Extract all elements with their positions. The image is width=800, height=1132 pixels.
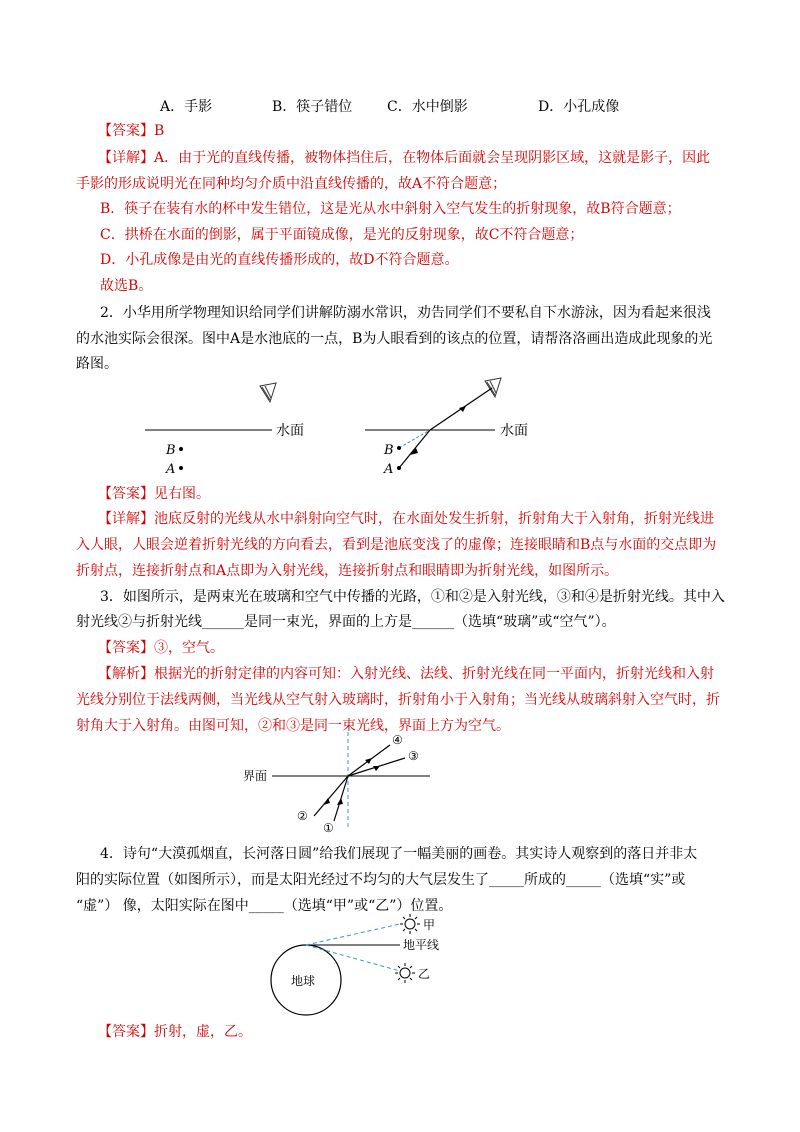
q1-detail-line: B．筷子在装有水的杯中发生错位，这是光从水中斜射入空气发生的折射现象，故B符合题意；	[100, 201, 681, 217]
point-b	[397, 446, 401, 450]
point-b-label: B	[166, 443, 176, 458]
q3-text-line: 3．如图所示，是两束光在玻璃和空气中传播的光路，①和②是入射光线，③和④是折射光线。其中入	[100, 589, 725, 605]
q1-detail-line: 【详解】A．由于光的直线传播，被物体挡住后，在物体后面就会呈现阴影区域，这就是影子，因此	[98, 150, 711, 166]
q1-detail-line: 故选B。	[100, 278, 153, 294]
eye-icon	[260, 383, 276, 402]
ray-3-label: ③	[408, 749, 419, 763]
sun-b-label: 乙	[418, 967, 431, 981]
q1-detail-line: 手影的形成说明光在同种均匀介质中沿直线传播的，故A不符合题意；	[76, 176, 507, 192]
q3-text-line: 射光线②与折射光线______是同一束光，界面的上方是______（选填“玻璃”或“空气”）。	[76, 614, 616, 630]
q3-answer: 【答案】③，空气。	[98, 640, 224, 656]
ray-4-label: ④	[392, 733, 403, 747]
sun-icon	[400, 914, 420, 934]
ray-2-label: ②	[297, 809, 308, 823]
water-label: 水面	[500, 423, 528, 439]
q2-detail-line: 入人眼，人眼会逆着折射光线的方向看去，看到是池底变浅了的虚像；连接眼睛和B点与水面的交点即为	[76, 537, 717, 553]
q3-figure	[0, 728, 800, 835]
ray-2	[314, 776, 348, 816]
q2-answer: 【答案】见右图。	[98, 486, 210, 502]
point-a-label: A	[384, 462, 394, 477]
q2-detail-line: 折射点，连接折射点和A点即为入射光线，连接折射点和眼睛即为折射光线，如图所示。	[76, 563, 619, 579]
q2-left-diagram	[145, 383, 304, 477]
q2-text-line: 2．小华用所学物理知识给同学们讲解防溺水常识，劝告同学们不要私自下水游泳，因为看起来很浅	[100, 305, 711, 321]
sun-icon	[395, 963, 415, 983]
option-d: D．小孔成像	[538, 99, 620, 115]
q1-answer: 【答案】B	[98, 123, 165, 139]
earth-label: 地球	[291, 974, 316, 988]
q2-detail-line: 【详解】池底反射的光线从水中斜射向空气时，在水面处发生折射，折射角大于入射角，折射光线进	[98, 511, 714, 527]
q4-text-line: 4．诗句“大漠孤烟直，长河落日圆”给我们展现了一幅美丽的画卷。其实诗人观察到的落日并非太	[100, 846, 698, 862]
horizon-label: 地平线	[403, 938, 440, 952]
incident-ray	[399, 430, 430, 468]
option-a: A．手影	[160, 99, 213, 115]
q3-detail-line: 光线分别位于法线两侧，当光线从空气射入玻璃时，折射角小于入射角；当光线从玻璃斜射入空气时，折	[76, 692, 720, 708]
point-b-label: B	[384, 443, 394, 458]
q2-text-line: 路图。	[76, 356, 118, 372]
apparent-ray	[306, 924, 400, 945]
interface-label: 界面	[243, 769, 268, 783]
option-b: B．筷子错位	[272, 99, 353, 115]
virtual-ray	[399, 430, 430, 448]
point-a-label: A	[166, 462, 176, 477]
water-label: 水面	[276, 423, 304, 439]
point-a	[397, 466, 401, 470]
q1-detail-line: C．拱桥在水面的倒影，属于平面镜成像，是光的反射现象，故C不符合题意；	[100, 227, 584, 243]
point-b	[179, 447, 183, 451]
option-c: C．水中倒影	[387, 99, 468, 115]
q1-detail-line: D．小孔成像是由光的直线传播形成的，故D不符合题意。	[100, 252, 459, 268]
q4-answer: 【答案】折射，虚，乙。	[98, 1024, 252, 1040]
eye-icon	[485, 378, 501, 397]
q4-figure	[0, 908, 800, 1018]
q2-text-line: 的水池实际会很深。图中A是水池底的一点，B为人眼看到的该点的位置，请帮洛洛画出造成此现象的光	[76, 331, 713, 347]
sun-a-label: 甲	[423, 918, 436, 932]
q2-figure	[0, 376, 800, 476]
q3-detail-line: 射角大于入射角。由图可知，②和③是同一束光线，界面上方为空气。	[76, 718, 510, 734]
point-a	[179, 466, 183, 470]
q2-right-diagram	[365, 378, 528, 477]
q3-detail-line: 【解析】根据光的折射定律的内容可知：入射光线、法线、折射光线在同一平面内，折射光线和入射	[98, 666, 714, 682]
ray-1-label: ①	[323, 821, 334, 835]
q4-text-line: 阳的实际位置（如图所示），而是太阳光经过不均匀的大气层发生了_____所成的_____（选填“实”或	[76, 872, 686, 888]
q4-text-line: “虚”） 像，太阳实际在图中_____（选填“甲”或“乙”）位置。	[76, 898, 453, 914]
